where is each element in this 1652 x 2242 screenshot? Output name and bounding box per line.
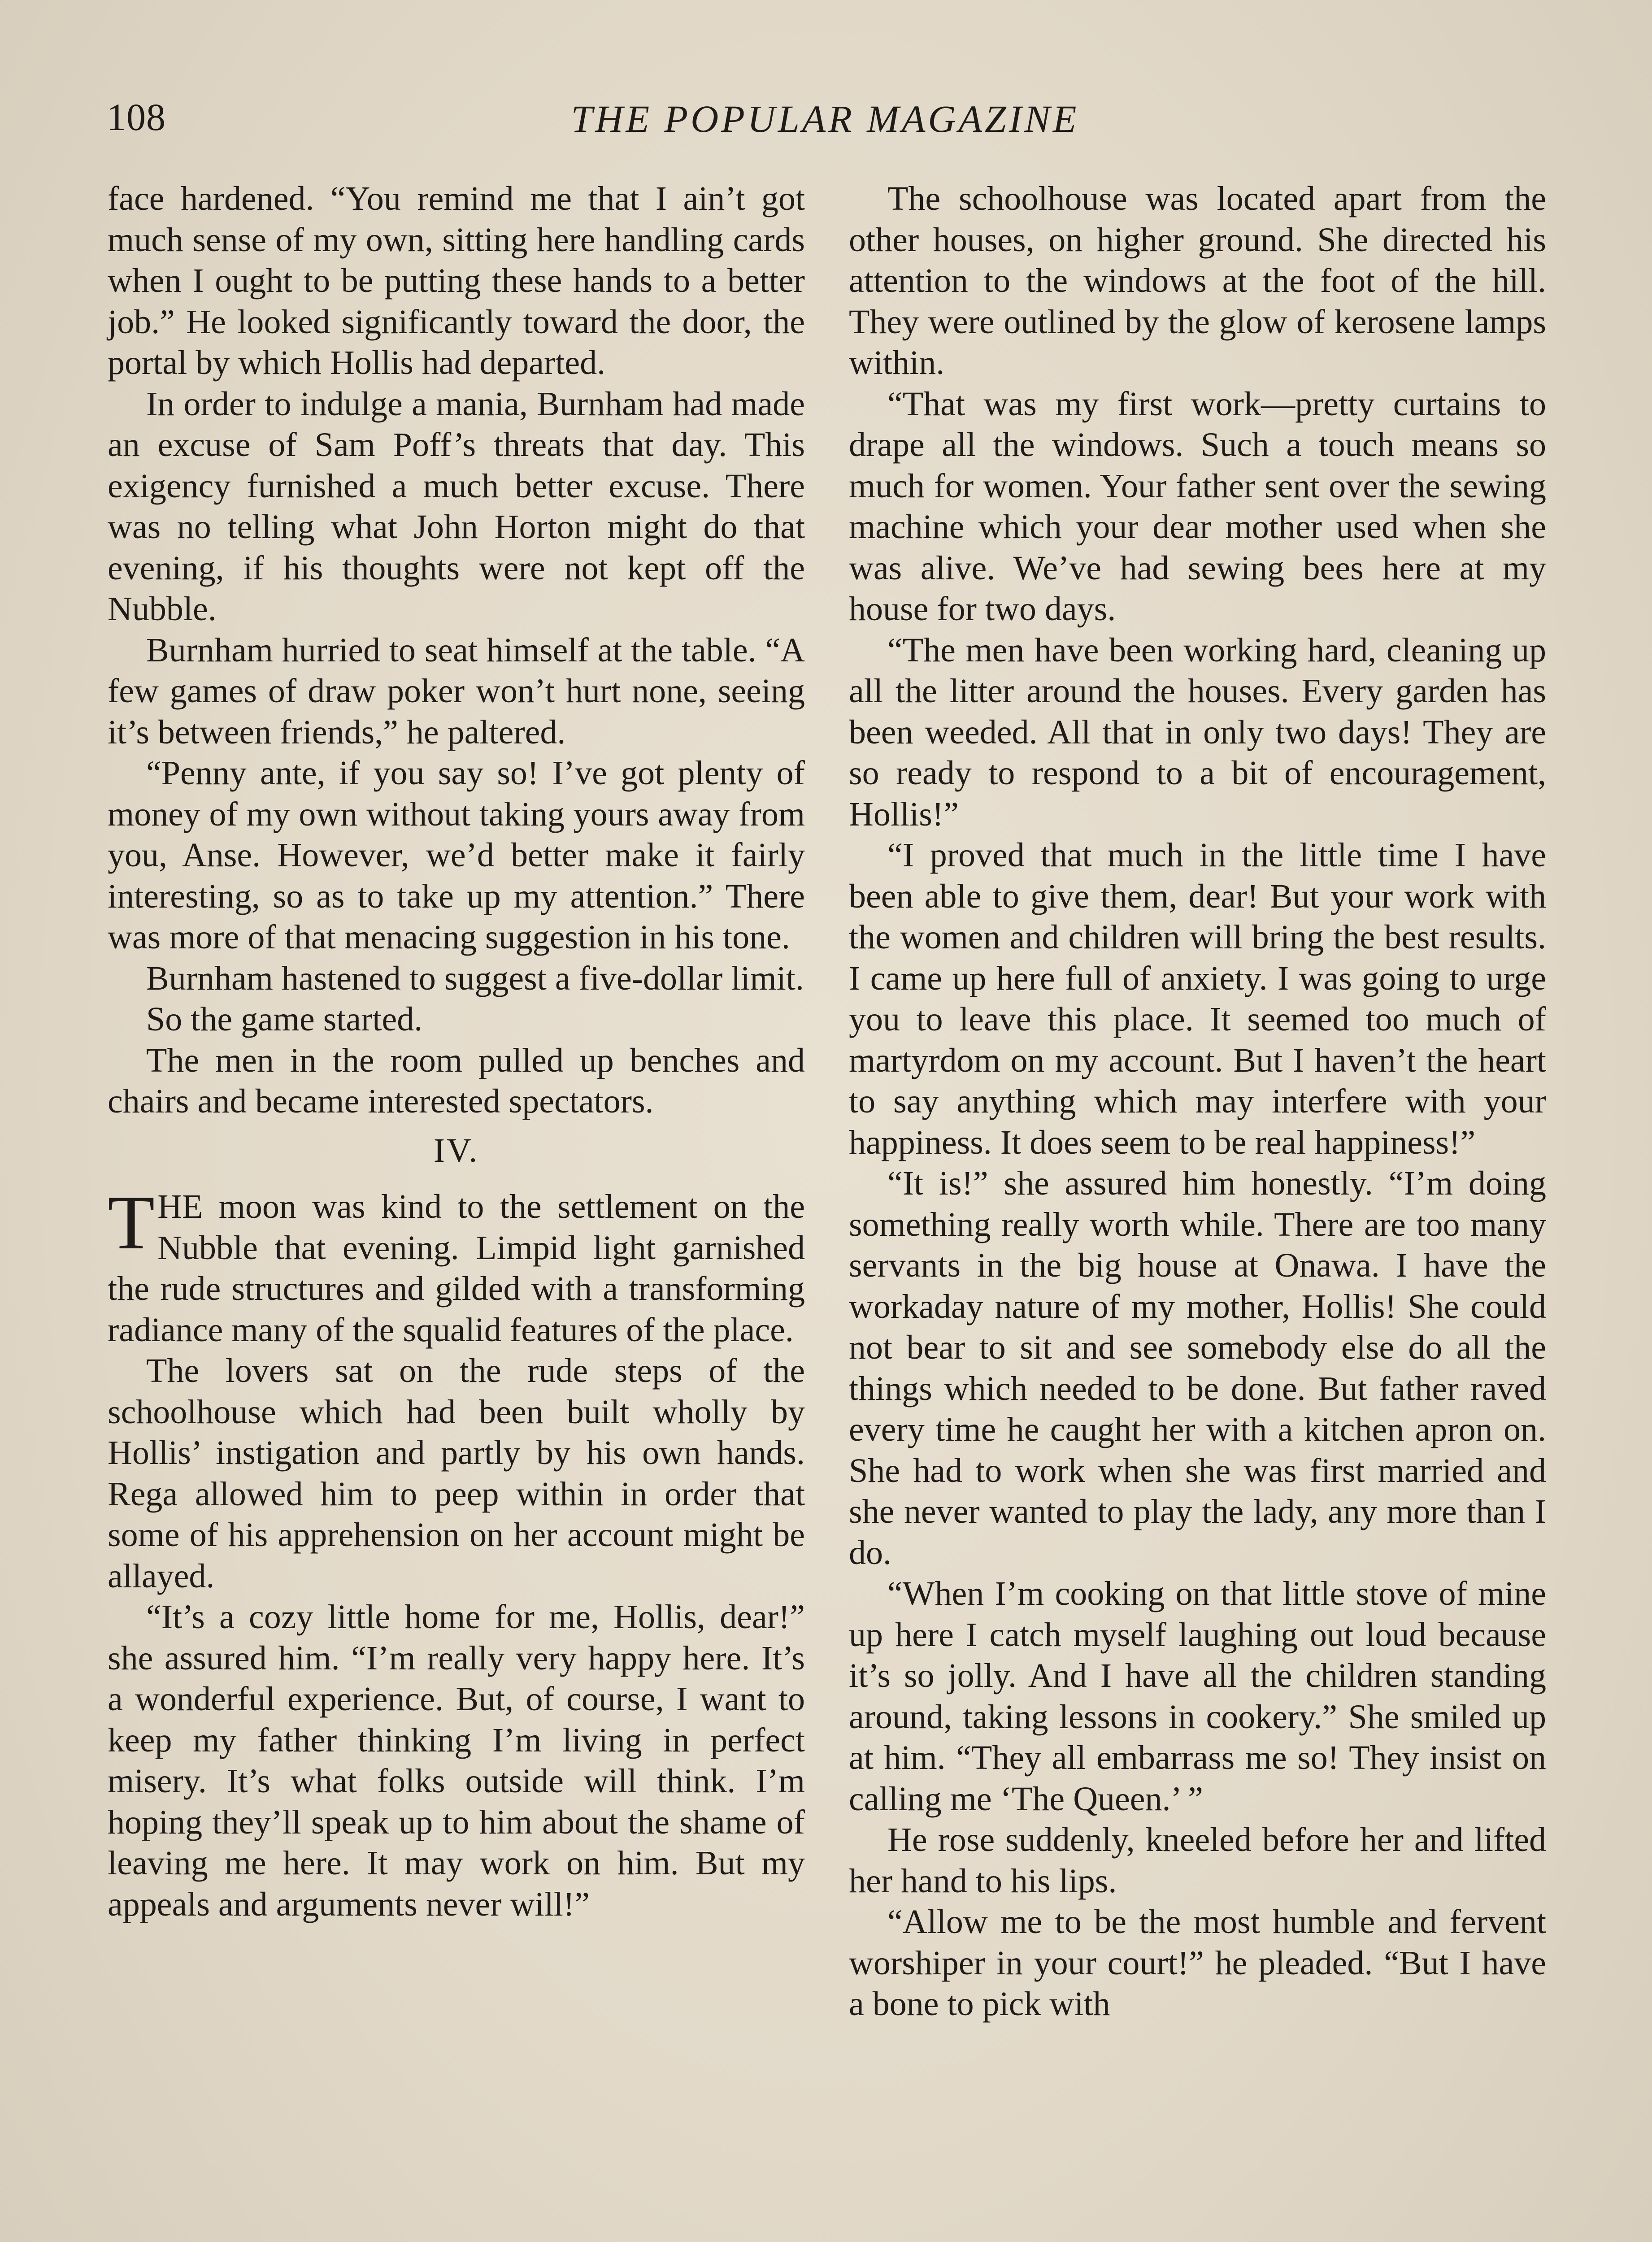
paragraph: “Allow me to be the most humble and fervent worshiper in your court!” he pleaded. “But I have a bone to pick with xyxy=(849,1903,1546,2023)
paragraph: The schoolhouse was located apart from the other houses, on higher ground. She directed his attention to the windows at the foot of the hill. They were outlined by the glow of kerosene lamps within. xyxy=(849,180,1546,382)
paragraph-with-dropcap xyxy=(108,1180,805,1351)
paragraph: The lovers sat on the rude steps of the schoolhouse which had been built wholly by Hollis’ instigation and partly by his own hands. Rega allowed him to peep within in order that some of his apprehension on her account might be allayed. xyxy=(108,1352,805,1595)
paragraph: He rose suddenly, kneeled before her and lifted her hand to his lips. xyxy=(849,1821,1546,1900)
paragraph: “It’s a cozy little home for me, Hollis, dear!” she assured him. “I’m really very happy here. It’s a wonderful experience. But, of course, I want to keep my father thinking I’m living in perfect misery. It’s what folks outside will think. I’m hoping they’ll speak up to him about the shame of leaving me here. It may work on him. But my appeals and arguments never will!” xyxy=(108,1598,805,1923)
paragraph: “When I’m cooking on that little stove of mine up here I catch myself laughing out loud because it’s so jolly. And I have all the children standing around, taking lessons in cookery.” She smiled up at him. “They all embarrass me so! They insist on calling me ‘The Queen.’ ” xyxy=(849,1575,1546,1818)
paragraph: “I proved that much in the little time I have been able to give them, dear! But your work with the women and children will bring the best results. I came up here full of anxiety. I was going to urge you to leave this place. It seemed too much of martyrdom on my account. But I haven’t the heart to say anything which may interfere with your happiness. It does seem to be real happiness!” xyxy=(849,836,1546,1161)
drop-cap: T xyxy=(108,1180,155,1265)
paragraph: Burnham hurried to seat himself at the table. “A few games of draw poker won’t hurt none, seeing it’s between friends,” he paltered. xyxy=(108,631,805,751)
right-column xyxy=(849,178,1546,2025)
paragraph: face hardened. “You remind me that I ain’t got much sense of my own, sitting here handling cards when I ought to be putting these hands to a better job.” He looked significantly toward the door, the portal by which Hollis had departed. xyxy=(108,180,805,382)
paragraph: So the game started. xyxy=(146,1000,423,1038)
paragraph: “The men have been working hard, cleaning up all the litter around the houses. Every garden has been weeded. All that in only two days! They are so ready to respond to a bit of encouragement, Hollis!” xyxy=(849,631,1546,833)
running-head: THE POPULAR MAGAZINE xyxy=(571,97,1079,140)
page-number: 108 xyxy=(107,96,166,139)
paragraph: “That was my first work—pretty curtains to drape all the windows. Such a touch means so much for women. Your father sent over the sewing machine which your dear mother used when she was alive. We’ve had sewing bees here at my house for two days. xyxy=(849,385,1546,628)
paragraph-text: HE moon was kind to the settlement on the Nubble that evening. Limpid light garnished the rude structures and gilded with a transforming radiance many of the squalid features of the place. xyxy=(108,1188,805,1349)
paragraph: In order to indulge a mania, Burnham had made an excuse of Sam Poff’s threats that day. This exigency furnished a much better excuse. There was no telling what John Horton might do that evening, if his thoughts were not kept off the Nubble. xyxy=(108,385,805,628)
section-heading: IV. xyxy=(433,1131,479,1169)
paragraph: The men in the room pulled up benches and chairs and became interested spectators. xyxy=(108,1041,805,1120)
paragraph: Burnham hastened to suggest a five-dollar limit. xyxy=(146,959,804,997)
paragraph: “It is!” she assured him honestly. “I’m doing something really worth while. There are too many servants in the big house at Onawa. I have the workaday nature of my mother, Hollis! She could not bear to sit and see somebody else do all the things which needed to be done. But father raved every time he caught her with a kitchen apron on. She had to work when she was first married and she never wanted to play the lady, any more than I do. xyxy=(849,1164,1546,1572)
paragraph: “Penny ante, if you say so! I’ve got plenty of money of my own without taking yours away from you, Anse. However, we’d better make it fairly interesting, so as to take up my attention.” There was more of that menacing suggestion in his tone. xyxy=(108,754,805,956)
left-column xyxy=(108,178,805,1925)
